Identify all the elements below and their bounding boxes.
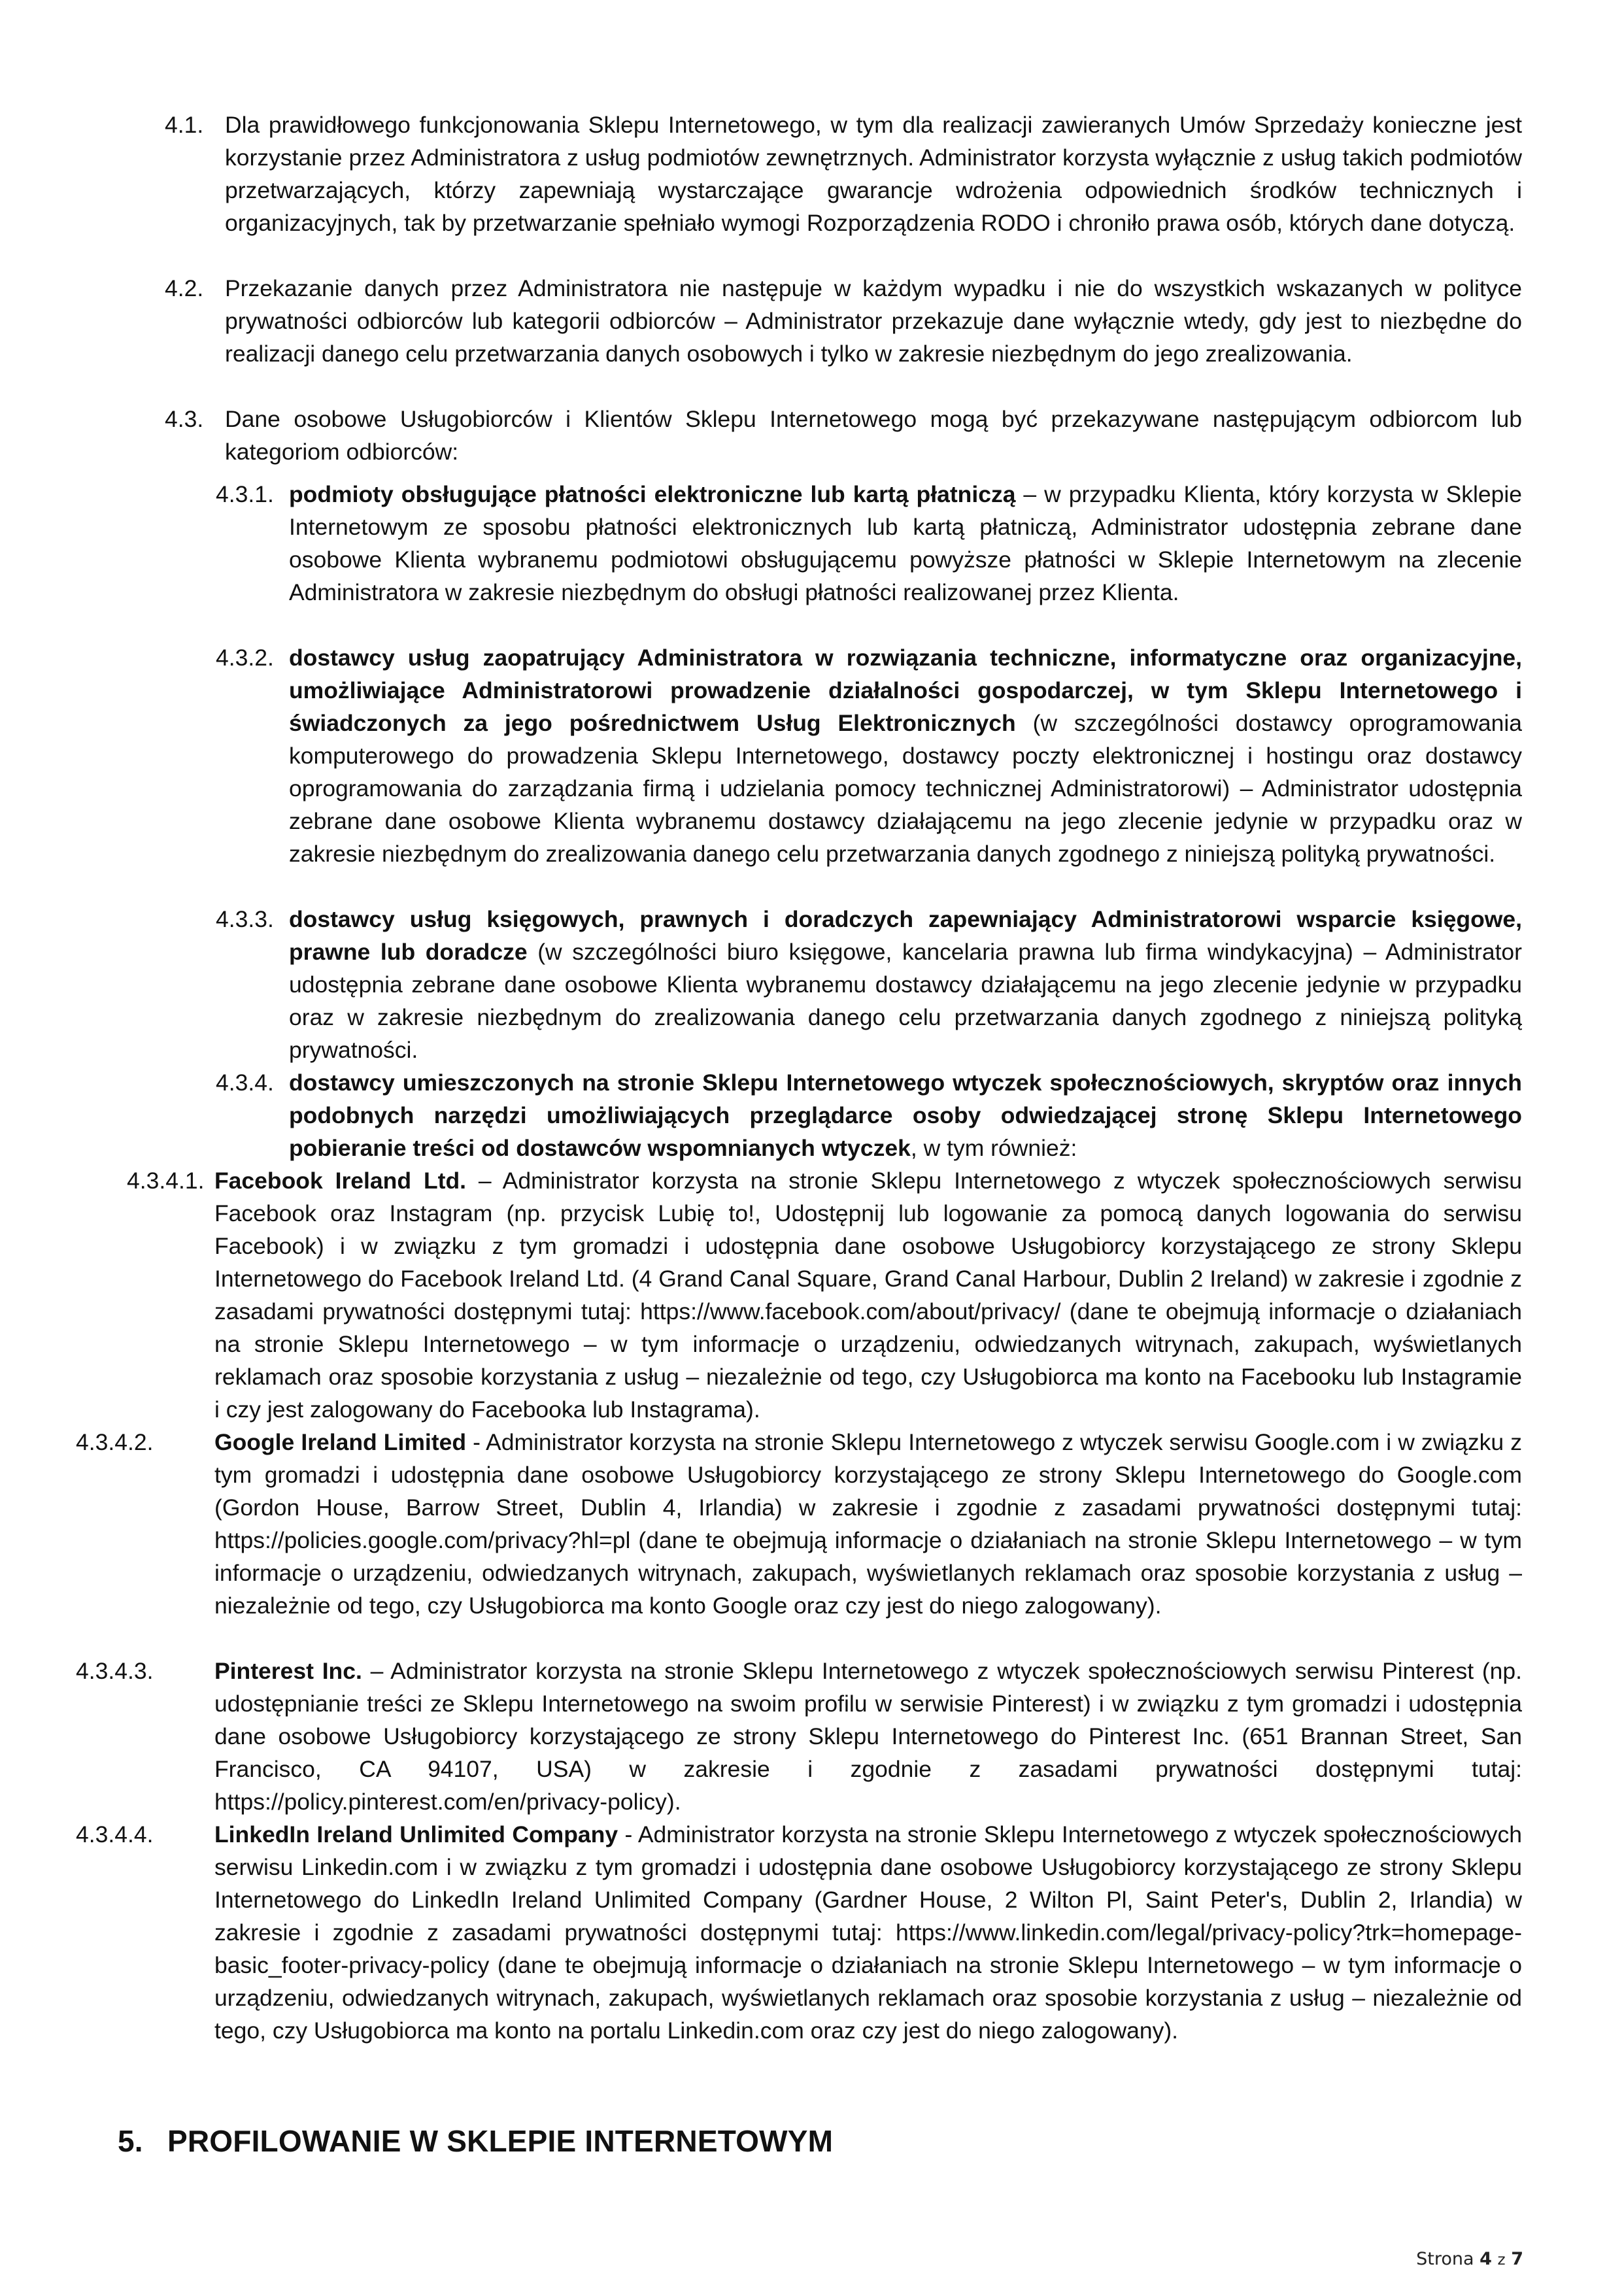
section-body: (w szczególności dostawcy oprogramowania komputerowego do prowadzenia Sklepu Internetowego, dostawcy poczty elektronicznej i hostingu oraz dostawcy oprogramowania do zarządzania firmą i udzielania pomocy technicznej Administratorowi) – Administrator udostępnia zebrane dane osobowe Klienta wybranemu dostawcy działającemu na jego zlecenie jedynie w przypadku oraz w zakresie niezbędnym do zrealizowania danego celu przetwarzania danych zgodnego z niniejszą polityką prywatności. xyxy=(289,710,1523,867)
section-4-3-2 xyxy=(216,641,1522,870)
section-text xyxy=(289,903,1522,1066)
footer-page-number: 4 xyxy=(1480,2249,1492,2269)
section-4-3-3 xyxy=(216,903,1522,1066)
section-bold-lead: dostawcy umieszczonych na stronie Sklepu Internetowego wtyczek społecznościowych, skryptów oraz innych podobnych narzędzi umożliwiających przeglądarce osoby odwiedzającej stronę Sklepu Internetowego pobieranie treści od dostawców wspomnianych wtyczek xyxy=(289,1070,1522,1161)
section-text xyxy=(214,1164,1522,1426)
section-text xyxy=(289,478,1522,609)
section-4-3-4-3 xyxy=(76,1655,1522,1818)
page-footer xyxy=(1416,2249,1523,2269)
section-text xyxy=(214,1655,1522,1818)
section-text xyxy=(214,1426,1522,1622)
footer-of: z xyxy=(1497,2252,1506,2269)
section-bold-lead: dostawcy usług księgowych, prawnych i doradczych zapewniający Administratorowi wsparcie księgowe, prawne lub doradcze xyxy=(289,906,1522,965)
section-text xyxy=(289,641,1522,870)
section-body: – Administrator korzysta na stronie Sklepu Internetowego z wtyczek społecznościowych serwisu Pinterest (np. udostępnianie treści ze Sklepu Internetowego na swoim profilu w serwisie Pinterest) i w związku z tym gromadzi i udostępnia dane osobowe Usługobiorcy korzystającego ze strony Sklepu Internetowego do Pinterest Inc. (651 Brannan Street, San Francisco, CA 94107, USA) w zakresie i zgodnie z zasadami prywatności dostępnymi tutaj: https://policy.pinterest.com/en/privacy-policy). xyxy=(214,1658,1522,1815)
section-4-3-4-4 xyxy=(76,1818,1522,2047)
section-bold-lead: Google Ireland Limited xyxy=(214,1429,467,1455)
section-4-2 xyxy=(165,272,1522,370)
section-4-3-4-2 xyxy=(76,1426,1522,1622)
heading-title: PROFILOWANIE W SKLEPIE INTERNETOWYM xyxy=(167,2124,834,2158)
section-number: 4.3.1. xyxy=(216,481,274,507)
section-4-3-4 xyxy=(216,1066,1522,1164)
section-text: Przekazanie danych przez Administratora nie następuje w każdym wypadku i nie do wszystkich wskazanych w polityce prywatności odbiorców lub kategorii odbiorców – Administrator przekazuje dane wyłącznie wtedy, gdy jest to niezbędne do realizacji danego celu przetwarzania danych osobowych i tylko w zakresie niezbędnym do jego zrealizowania. xyxy=(225,275,1522,367)
section-4-3-4-1 xyxy=(127,1164,1522,1426)
section-number: 4.3. xyxy=(165,406,204,432)
section-number: 4.3.4.1. xyxy=(127,1168,205,1194)
section-bold-lead: LinkedIn Ireland Unlimited Company xyxy=(214,1821,618,1847)
section-body: , w tym również: xyxy=(910,1135,1077,1161)
section-4-3-1 xyxy=(216,478,1522,609)
section-number: 4.3.3. xyxy=(216,906,274,932)
footer-page-total: 7 xyxy=(1511,2249,1523,2269)
section-text xyxy=(289,1066,1522,1164)
section-number: 4.3.2. xyxy=(216,645,274,671)
heading-number: 5. xyxy=(118,2124,143,2158)
section-4-3 xyxy=(165,403,1522,468)
section-number: 4.3.4. xyxy=(216,1070,274,1096)
section-bold-lead: Pinterest Inc. xyxy=(214,1658,362,1684)
section-number: 4.3.4.2. xyxy=(76,1429,154,1455)
section-body: – w przypadku Klienta, który korzysta w Sklepie Internetowym ze sposobu płatności elektronicznych lub kartą płatniczą, Administrator udostępnia zebrane dane osobowe Klienta wybranemu podmiotowi obsługującemu powyższe płatności w Sklepie Internetowym na zlecenie Administratora w zakresie niezbędnym do obsługi płatności realizowanej przez Klienta. xyxy=(289,481,1522,605)
section-4-1 xyxy=(165,109,1522,239)
section-bold-lead: podmioty obsługujące płatności elektroniczne lub kartą płatniczą xyxy=(289,481,1016,507)
section-text xyxy=(214,1818,1522,2047)
section-bold-lead: dostawcy usług zaopatrujący Administratora w rozwiązania techniczne, informatyczne oraz organizacyjne, umożliwiające Administratorowi prowadzenie działalności gospodarczej, w tym Sklepu Internetowego i świadczonych za jego pośrednictwem Usług Elektronicznych xyxy=(289,645,1522,736)
section-body: – Administrator korzysta na stronie Sklepu Internetowego z wtyczek społecznościowych serwisu Facebook oraz Instagram (np. przycisk Lubię to!, Udostępnij lub logowanie za pomocą danych logowania do serwisu Facebook) i w związku z tym gromadzi i udostępnia dane osobowe Usługobiorcy korzystającego ze strony Sklepu Internetowego do Facebook Ireland Ltd. (4 Grand Canal Square, Grand Canal Harbour, Dublin 2 Ireland) w zakresie i zgodnie z zasadami prywatności dostępnymi tutaj: https://www.facebook.com/about/privacy/ (dane te obejmują informacje o działaniach na stronie Sklepu Internetowego – w tym informacje o urządzeniu, odwiedzanych witrynach, zakupach, wyświetlanych reklamach oraz sposobie korzystania z usług – niezależnie od tego, czy Usługobiorca ma konto na Facebooku lub Instagramie i czy jest zalogowany do Facebooka lub Instagrama). xyxy=(214,1168,1522,1423)
section-bold-lead: Facebook Ireland Ltd. xyxy=(214,1168,467,1194)
section-body: (w szczególności biuro księgowe, kancelaria prawna lub firma windykacyjna) – Administrator udostępnia zebrane dane osobowe Klienta wybranemu dostawcy działającemu na jego zlecenie jedynie w przypadku oraz w zakresie niezbędnym do zrealizowania danego celu przetwarzania danych zgodnego z niniejszą polityką prywatności. xyxy=(289,939,1522,1063)
section-number: 4.3.4.3. xyxy=(76,1658,154,1684)
section-body: - Administrator korzysta na stronie Sklepu Internetowego z wtyczek społecznościowych serwisu Linkedin.com i w związku z tym gromadzi i udostępnia dane osobowe Usługobiorcy korzystającego ze strony Sklepu Internetowego do LinkedIn Ireland Unlimited Company (Gardner House, 2 Wilton Pl, Saint Peter's, Dublin 2, Irlandia) w zakresie i zgodnie z zasadami prywatności dostępnymi tutaj: https://www.linkedin.com/legal/privacy-policy?trk=homepage-basic_footer-privacy-policy (dane te obejmują informacje o działaniach na stronie Sklepu Internetowego – w tym informacje o urządzeniu, odwiedzanych witrynach, zakupach, wyświetlanych reklamach oraz sposobie korzystania z usług – niezależnie od tego, czy Usługobiorca ma konto na portalu Linkedin.com oraz czy jest do niego zalogowany). xyxy=(214,1821,1522,2044)
section-number: 4.2. xyxy=(165,275,204,301)
section-number: 4.3.4.4. xyxy=(76,1821,154,1847)
section-text: Dla prawidłowego funkcjonowania Sklepu Internetowego, w tym dla realizacji zawieranych Umów Sprzedaży konieczne jest korzystanie przez Administratora z usług podmiotów zewnętrznych. Administrator korzysta wyłącznie z usług takich podmiotów przetwarzających, którzy zapewniają wystarczające gwarancje wdrożenia odpowiednich środków technicznych i organizacyjnych, tak by przetwarzanie spełniało wymogi Rozporządzenia RODO i chroniło prawa osób, których dane dotyczą. xyxy=(225,112,1522,236)
section-number: 4.1. xyxy=(165,112,204,138)
section-text: Dane osobowe Usługobiorców i Klientów Sklepu Internetowego mogą być przekazywane następującym odbiorcom lub kategoriom odbiorców: xyxy=(225,406,1522,465)
section-body: - Administrator korzysta na stronie Sklepu Internetowego z wtyczek serwisu Google.com i w związku z tym gromadzi i udostępnia dane osobowe Usługobiorcy korzystającego ze strony Sklepu Internetowego do Google.com (Gordon House, Barrow Street, Dublin 4, Irlandia) w zakresie i zgodnie z zasadami prywatności dostępnymi tutaj: https://policies.google.com/privacy?hl=pl (dane te obejmują informacje o działaniach na stronie Sklepu Internetowego – w tym informacje o urządzeniu, odwiedzanych witrynach, zakupach, wyświetlanych reklamach oraz sposobie korzystania z usług – niezależnie od tego, czy Usługobiorca ma konto Google oraz czy jest do niego zalogowany). xyxy=(214,1429,1522,1619)
section-heading-5 xyxy=(118,2123,833,2159)
footer-label: Strona xyxy=(1416,2249,1474,2269)
